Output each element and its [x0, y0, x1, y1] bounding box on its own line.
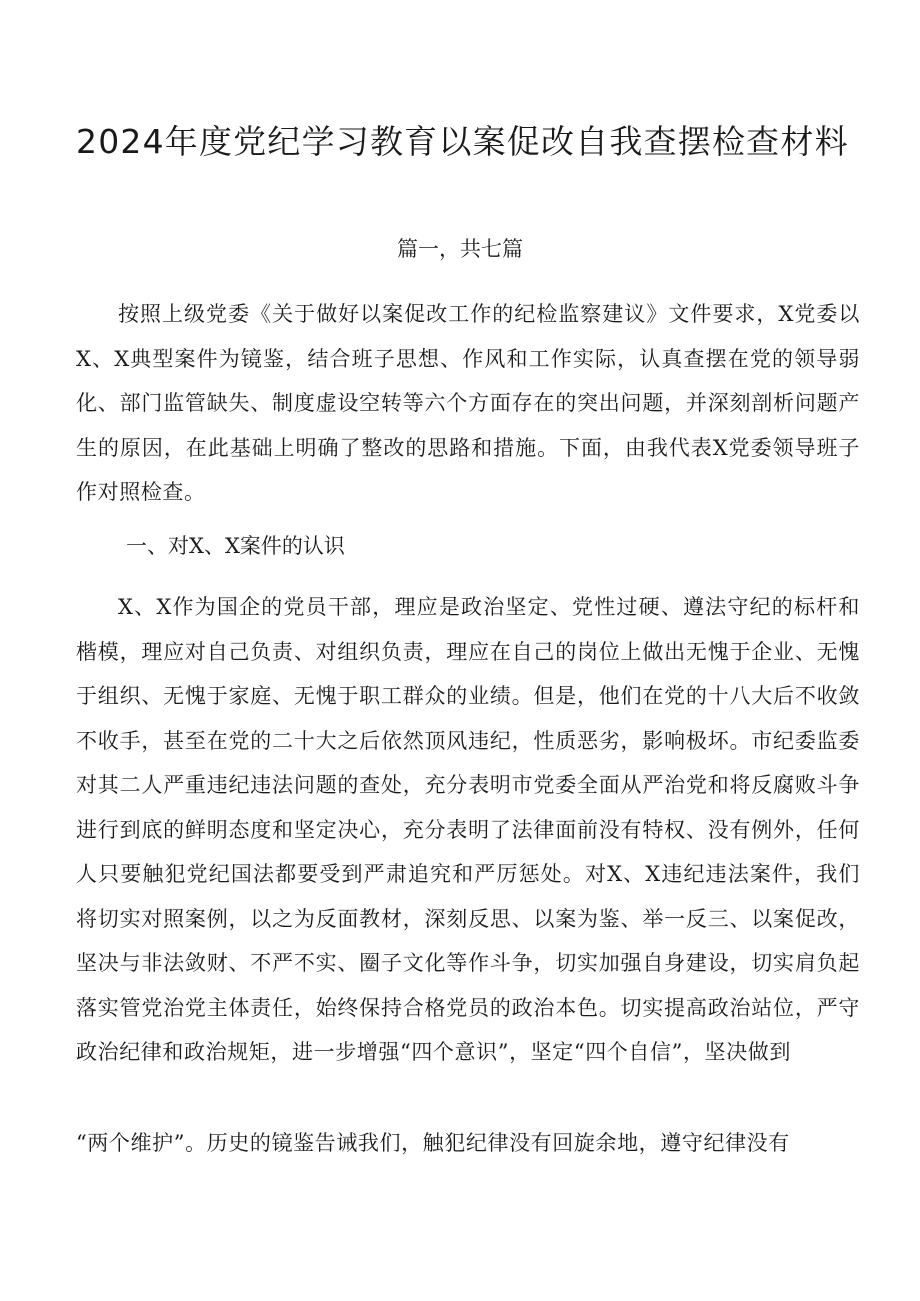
- document-title: 2024年度党纪学习教育以案促改自我查摆检查材料: [76, 122, 849, 161]
- intro-paragraph: 按照上级党委《关于做好以案促改工作的纪检监察建议》文件要求，X党委以X、X典型案件为镜鉴，结合班子思想、作风和工作实际，认真查摆在党的领导弱化、部门监管缺失、制度虚设空转等六个方面存在的突出问题，并深刻剖析问题产生的原因，在此基础上明确了整改的思路和措施。下面，由我代表X党委领导班子作对照检查。: [76, 302, 860, 504]
- section-heading: 一、对X、X案件的认识: [126, 534, 345, 558]
- recognition-paragraph: X、X作为国企的党员干部，理应是政治坚定、党性过硬、遵法守纪的标杆和楷模，理应对自己负责、对组织负责，理应在自己的岗位上做出无愧于企业、无愧于组织、无愧于家庭、无愧于职工群众的业绩。但是，他们在党的十八大后不收敛不收手，甚至在党的二十大之后依然顶风违纪，性质恶劣，影响极坏。市纪委监委对其二人严重违纪违法问题的查处，充分表明市党委全面从严治党和将反腐败斗争进行到底的鲜明态度和坚定决心，充分表明了法律面前没有特权、没有例外，任何人只要触犯党纪国法都要受到严肃追究和严厉惩处。对X、X违纪违法案件，我们将切实对照案例，以之为反面教材，深刻反思、以案为鉴、举一反三、以案促改，坚决与非法敛财、不严不实、圈子文化等作斗争，切实加强自身建设，切实肩负起落实管党治党主体责任，始终保持合格党员的政治本色。切实提高政治站位，严守政治纪律和政治规矩，进一步增强“四个意识”，坚定“四个自信”，坚决做到: [76, 595, 860, 1064]
- continuation-paragraph: “两个维护”。历史的镜鉴告诫我们，触犯纪律没有回旋余地，遵守纪律没有: [76, 1131, 790, 1155]
- document-subtitle: 篇一，共七篇: [397, 237, 523, 261]
